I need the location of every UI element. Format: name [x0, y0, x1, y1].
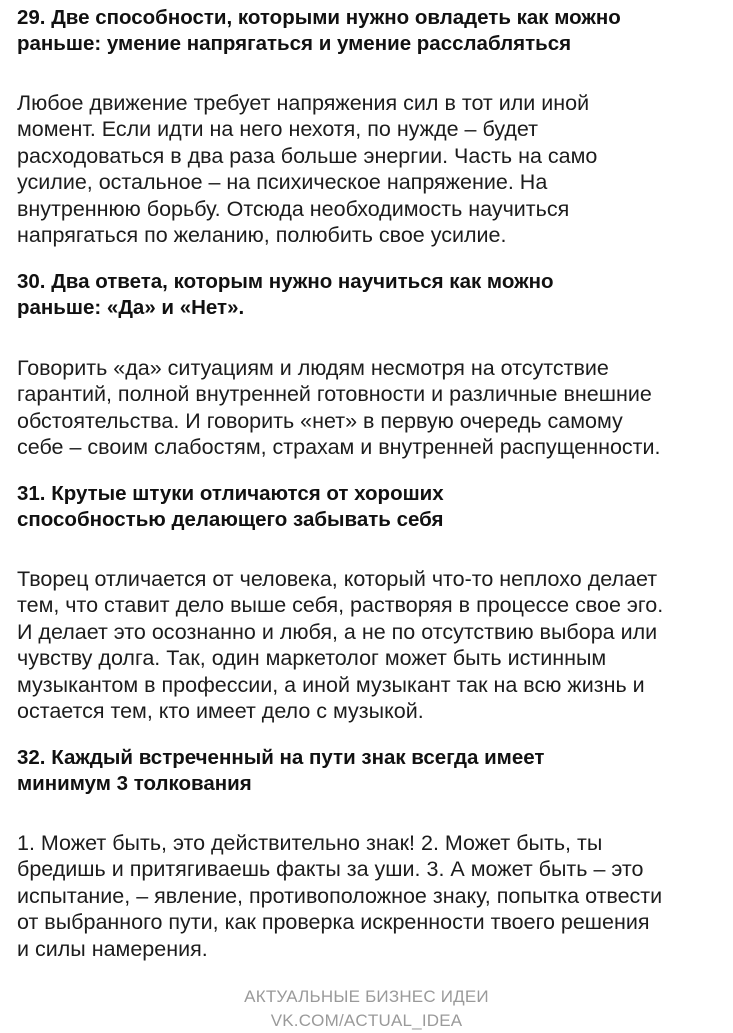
- section-body: Творец отличается от человека, который что-то неплохо делает тем, что ставит дело выше себя, растворяя в процессе свое эго. И делает это осознанно и любя, а не по отсутствию выбора или чувству долга. Так, один маркетолог может быть истинным музыкантом в профессии, а иной музыкант так на всю жизнь и остается тем, кто имеет дело с музыкой.: [17, 567, 664, 724]
- section-32: [17, 745, 723, 962]
- section-29: [17, 5, 723, 248]
- section-heading: 29. Две способности, которыми нужно овладеть как можно раньше: умение напрягаться и умение расслабляться: [17, 6, 621, 55]
- section-heading: 32. Каждый встреченный на пути знак всегда имеет минимум 3 толкования: [17, 746, 545, 795]
- section-heading: 31. Крутые штуки отличаются от хороших способностью делающего забывать себя: [17, 482, 444, 531]
- section-body: Говорить «да» ситуациям и людям несмотря на отсутствие гарантий, полной внутренней готовности и различные внешние обстоятельства. И говорить «нет» в первую очередь самому себе – своим слабостям, страхам и внутренней распущенности.: [17, 356, 661, 460]
- section-body: 1. Может быть, это действительно знак! 2. Может быть, ты бредишь и притягиваешь факты за уши. 3. А может быть – это испытание, – явление, противоположное знаку, попытка отвести от выбранного пути, как проверка искренности твоего решения и силы намерения.: [17, 831, 663, 961]
- section-body: Любое движение требует напряжения сил в тот или иной момент. Если идти на него нехотя, по нужде – будет расходоваться в два раза больше энергии. Часть на само усилие, остальное – на психическое напряжение. На внутреннюю борьбу. Отсюда необходимость научиться напрягаться по желанию, полюбить свое усилие.: [17, 91, 598, 248]
- section-30: [17, 269, 723, 461]
- footer-brand: АКТУАЛЬНЫЕ БИЗНЕС ИДЕИ: [244, 987, 489, 1006]
- footer-link[interactable]: VK.COM/ACTUAL_IDEA: [270, 1011, 463, 1030]
- section-heading: 30. Два ответа, которым нужно научиться как можно раньше: «Да» и «Нет».: [17, 270, 554, 319]
- section-31: [17, 481, 723, 724]
